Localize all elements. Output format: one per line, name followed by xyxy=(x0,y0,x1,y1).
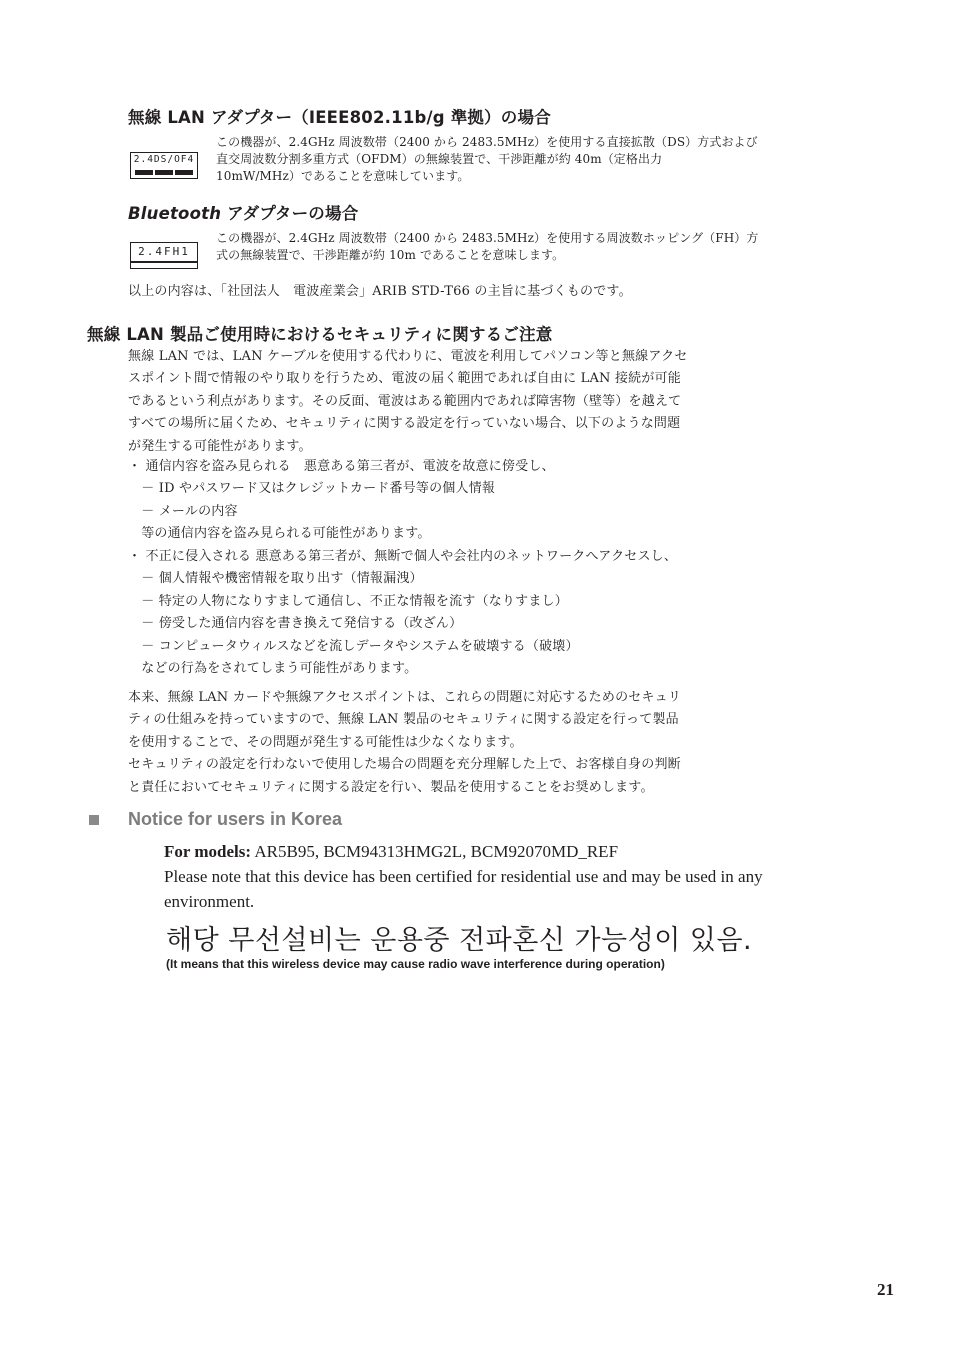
models-label: For models: xyxy=(164,842,252,861)
text-line: スポイント間で情報のやり取りを行うため、電波の届く範囲であれば自由に LAN 接続が可能 xyxy=(128,371,681,387)
square-bullet-icon xyxy=(89,815,99,825)
wlan-heading: 無線 LAN アダプター（IEEE802.11b/g 準拠）の場合 xyxy=(128,108,551,127)
bullet-line: － メールの内容 xyxy=(128,503,238,519)
bullet-line: － 傍受した通信内容を書き換えて発信する（改ざん） xyxy=(128,616,463,632)
bullet-line: 等の通信内容を盗み見られる可能性があります。 xyxy=(128,526,431,542)
text-line: すべての場所に届くため、セキュリティに関する設定を行っていない場合、以下のような問題 xyxy=(128,416,681,432)
text-line: 無線 LAN では、LAN ケーブルを使用する代わりに、電波を利用してパソコン等と無線アクセ xyxy=(128,349,688,364)
label-divider xyxy=(131,261,197,263)
text-line: この機器が、2.4GHz 周波数帯（2400 から 2483.5MHz）を使用する直接拡散（DS）方式および xyxy=(216,135,758,149)
bluetooth-heading-italic: Bluetooth xyxy=(128,204,222,223)
text-line: 本来、無線 LAN カードや無線アクセスポイントは、これらの問題に対応するためのセキュリ xyxy=(128,690,682,705)
bullet-line: － ID やパスワード又はクレジットカード番号等の個人情報 xyxy=(128,481,496,497)
text-line: が発生する可能性があります。 xyxy=(128,438,312,454)
security-heading: 無線 LAN 製品ご使用時におけるセキュリティに関するご注意 xyxy=(87,325,553,344)
bullet-line: などの行為をされてしまう可能性があります。 xyxy=(128,661,418,677)
security-bullet-eavesdrop xyxy=(128,456,555,546)
text-line: Please note that this device has been certified for residential use and may be used in any xyxy=(164,867,763,886)
security-bullet-intrusion xyxy=(128,546,677,680)
text-line: environment. xyxy=(164,892,255,911)
bullet-line: － 個人情報や機密情報を取り出す（情報漏洩） xyxy=(128,571,423,587)
page-number: 21 xyxy=(877,1280,894,1299)
text-line: 10mW/MHz）であることを意味しています。 xyxy=(216,168,470,183)
label-bar xyxy=(155,170,173,175)
korea-heading: Notice for users in Korea xyxy=(128,809,343,829)
label-bar xyxy=(135,170,153,175)
bluetooth-description xyxy=(216,230,758,264)
security-closing xyxy=(128,687,681,799)
text-line: セキュリティの設定を行わないで使用した場合の問題を充分理解した上で、お客様自身の判断 xyxy=(128,757,681,773)
text-line: ティの仕組みを持っていますので、無線 LAN 製品のセキュリティに関する設定を行って製品 xyxy=(128,712,679,728)
wlan-label-text: 2.4DS/OF4 xyxy=(133,154,195,165)
korean-warning: 해당 무선설비는 운용중 전파혼신 가능성이 있음. xyxy=(166,925,753,956)
bluetooth-label-text: 2.4FH1 xyxy=(138,245,190,258)
text-line: この機器が、2.4GHz 周波数帯（2400 から 2483.5MHz）を使用する周波数ホッピング（FH）方 xyxy=(216,231,759,245)
text-line: を使用することで、その問題が発生する可能性は少なくなります。 xyxy=(128,734,523,750)
text-line: と責任においてセキュリティに関する設定を行い、製品を使用することをお奨めします。 xyxy=(128,779,654,795)
bluetooth-frequency-label xyxy=(130,242,198,269)
arib-note: 以上の内容は、「社団法人 電波産業会」ARIB STD-T66 の主旨に基づくものです。 xyxy=(128,284,632,299)
text-line: であるという利点があります。その反面、電波はある範囲内であれば障害物（壁等）を越えて xyxy=(128,393,682,409)
korea-note xyxy=(164,864,763,914)
models-value: AR5B95, BCM94313HMG2L, BCM92070MD_REF xyxy=(251,842,619,861)
korea-models xyxy=(164,839,618,864)
bullet-line: ・ 通信内容を盗み見られる 悪意ある第三者が、電波を故意に傍受し、 xyxy=(128,459,555,474)
korean-translation: (It means that this wireless device may cause radio wave interference during operation) xyxy=(166,957,665,971)
bullet-line: ・ 不正に侵入される 悪意ある第三者が、無断で個人や会社内のネットワークへアクセスし、 xyxy=(128,549,678,564)
wlan-description xyxy=(216,134,758,184)
wlan-frequency-label xyxy=(130,152,198,179)
bullet-line: － コンピュータウィルスなどを流しデータやシステムを破壊する（破壊） xyxy=(128,638,579,654)
bullet-line: － 特定の人物になりすまして通信し、不正な情報を流す（なりすまし） xyxy=(128,593,568,609)
security-intro xyxy=(128,346,688,458)
bluetooth-heading-rest: アダプターの場合 xyxy=(221,204,359,223)
label-bar xyxy=(175,170,193,175)
text-line: 直交周波数分割多重方式（OFDM）の無線装置で、干渉距離が約 40m（定格出力 xyxy=(216,151,663,166)
text-line: 式の無線装置で、干渉距離が約 10m であることを意味します。 xyxy=(216,247,565,262)
bluetooth-heading xyxy=(128,200,358,224)
